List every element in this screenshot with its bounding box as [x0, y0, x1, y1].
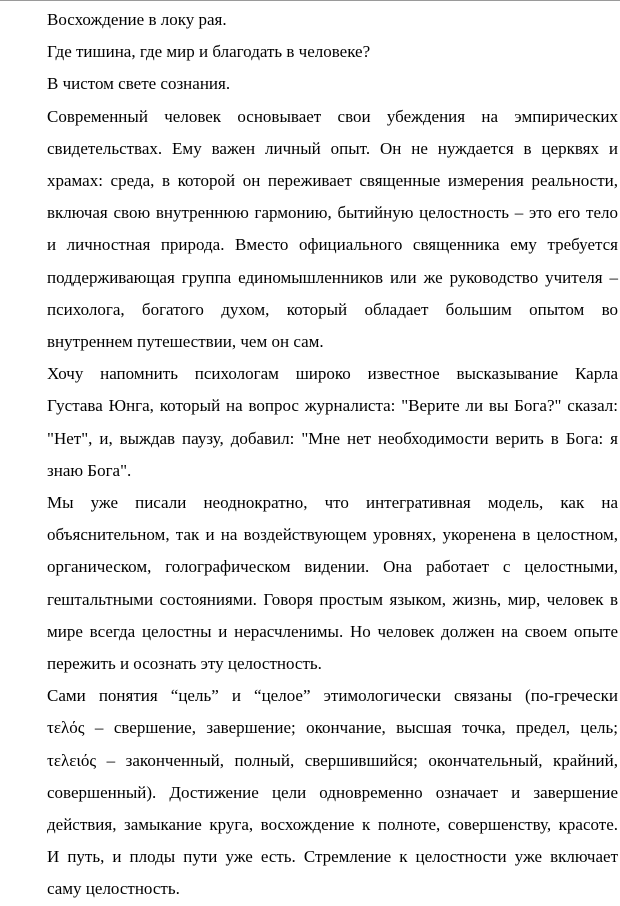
text-line: мире всегда целостны и нерасчленимы. Но человек должен на своем опыте — [47, 621, 618, 641]
text-line: гештальтными состояниями. Говоря простым языком, жизнь, мир, человек в — [47, 589, 618, 609]
text-line: включая свою внутреннюю гармонию, бытийную целостность – это его тело — [47, 203, 618, 223]
paragraph — [0, 358, 618, 487]
text-line: В чистом свете сознания. — [47, 74, 231, 94]
text-line: Мы уже писали неоднократно, что интегративная модель, как на — [47, 493, 618, 513]
paragraph — [0, 487, 618, 680]
paragraph — [0, 680, 618, 905]
text-line: и личностная природа. Вместо официального священника ему требуется — [47, 235, 618, 255]
text-line: свидетельствах. Ему важен личный опыт. Он не нуждается в церквях и — [47, 138, 618, 158]
text-line: внутреннем путешествии, чем он сам. — [47, 332, 324, 352]
text-line: действия, замыкание круга, восхождение к полноте, совершенству, красоте. — [47, 815, 618, 835]
document-body — [0, 4, 618, 906]
text-line: τελός – свершение, завершение; окончание, высшая точка, предел, цель; — [47, 718, 618, 738]
text-line: "Нет", и, выждав паузу, добавил: "Мне нет необходимости верить в Бога: я — [47, 428, 618, 448]
text-line: поддерживающая группа единомышленников или же руководство учителя – — [47, 267, 618, 287]
paragraph — [0, 101, 618, 359]
text-line: Густава Юнга, который на вопрос журналиста: "Верите ли вы Бога?" сказал: — [47, 396, 618, 416]
text-line: психолога, богатого духом, который обладает большим опытом во — [47, 299, 618, 319]
text-line: органическом, голографическом видении. Она работает с целостными, — [47, 557, 618, 577]
text-line: саму целостность. — [47, 879, 180, 899]
paragraph — [0, 36, 618, 68]
text-line: пережить и осознать эту целостность. — [47, 654, 322, 674]
text-line: Хочу напомнить психологам широко известное высказывание Карла — [47, 364, 618, 384]
text-line: И путь, и плоды пути уже есть. Стремление к целостности уже включает — [47, 847, 618, 867]
text-line: объяснительном, так и на воздействующем уровнях, укоренена в целостном, — [47, 525, 618, 545]
paragraph — [0, 68, 618, 100]
paragraph — [0, 4, 618, 36]
text-line: Восхождение в локу рая. — [47, 10, 227, 29]
text-line: совершенный). Достижение цели одновременно означает и завершение — [47, 782, 618, 802]
text-line: Где тишина, где мир и благодать в человеке? — [47, 42, 371, 62]
top-rule — [0, 0, 620, 1]
text-line: τελειός – законченный, полный, свершившийся; окончательный, крайний, — [47, 750, 618, 770]
text-line: знаю Бога". — [47, 460, 132, 480]
text-line: храмах: среда, в которой он переживает священные измерения реальности, — [47, 171, 618, 191]
text-line: Сами понятия “цель” и “целое” этимологически связаны (по-гречески — [47, 686, 618, 706]
text-line: Современный человек основывает свои убеждения на эмпирических — [47, 106, 618, 126]
